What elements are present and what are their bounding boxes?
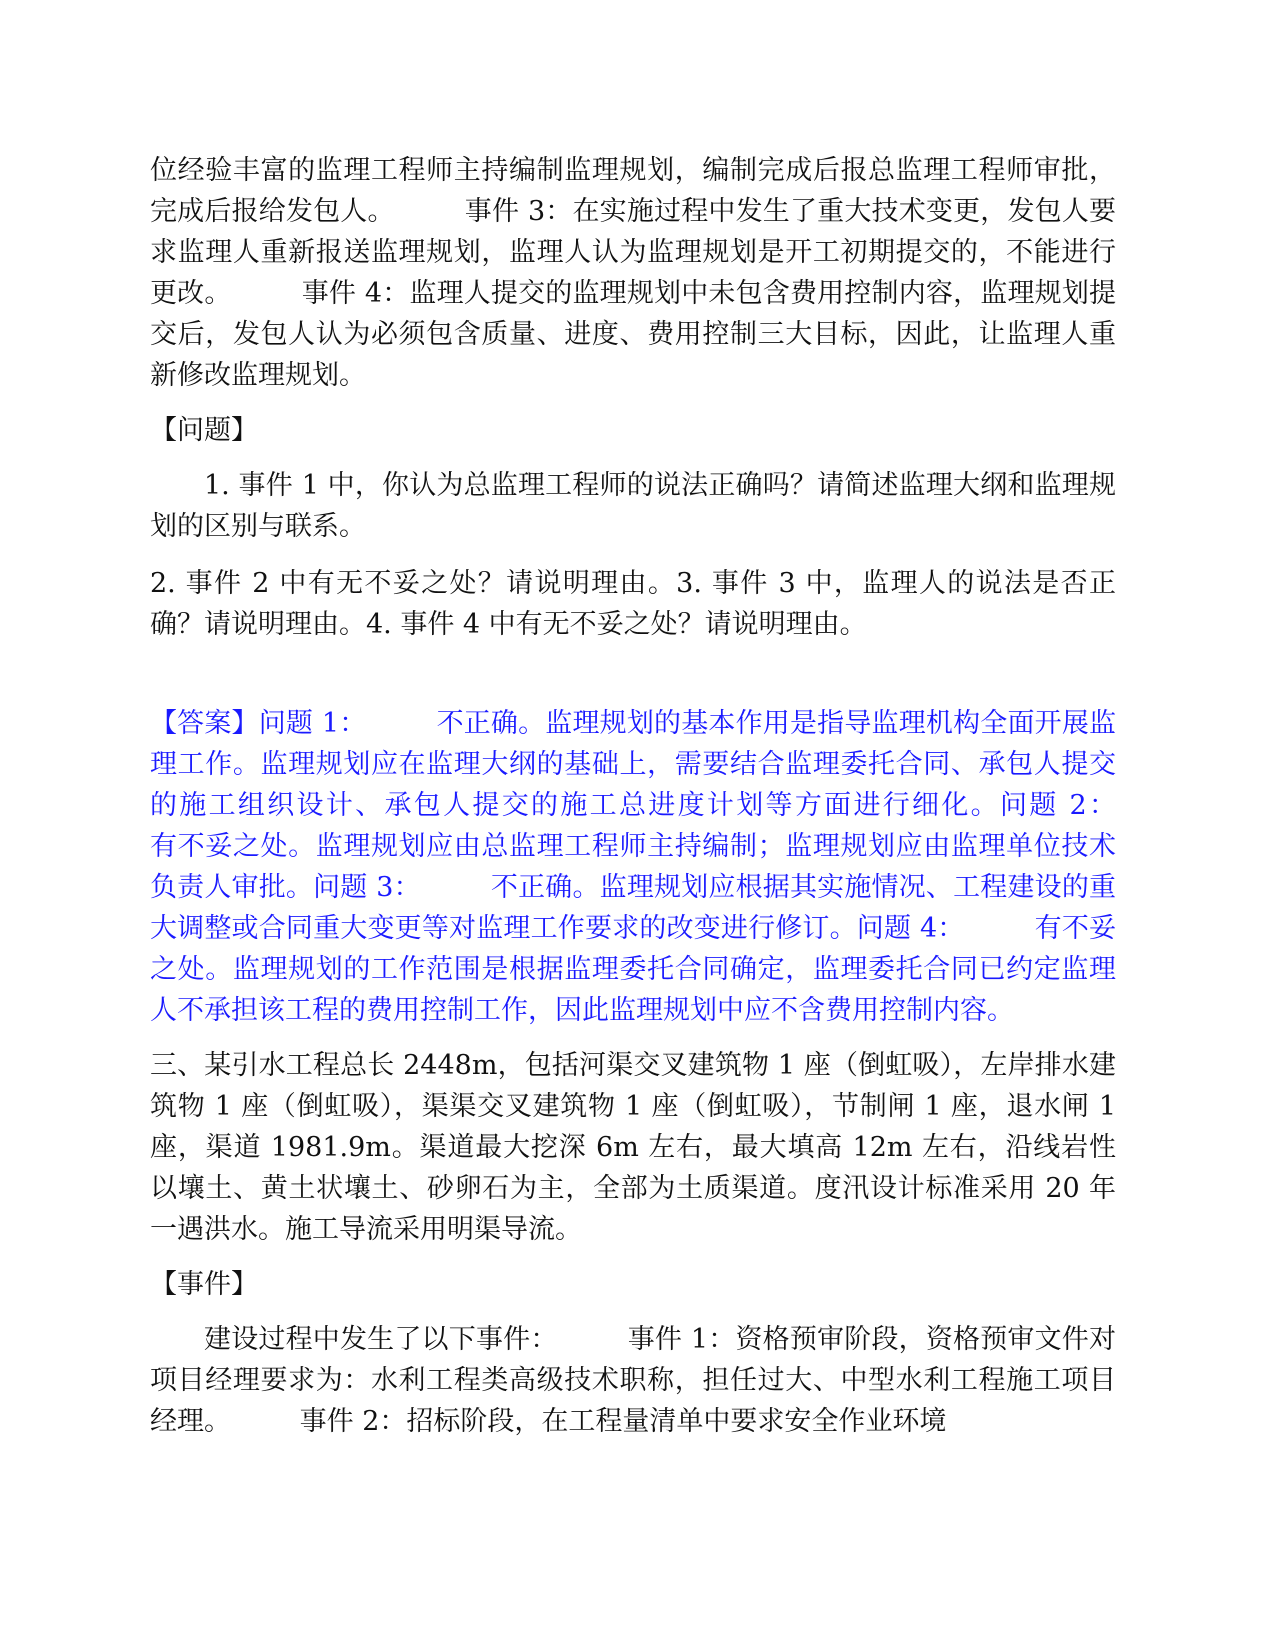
paragraph-events-continued: 位经验丰富的监理工程师主持编制监理规划，编制完成后报总监理工程师审批，完成后报给发包人。 事件 3：在实施过程中发生了重大技术变更，发包人要求监理人重新报送监理规划，监理人认为监理规划是开工初期提交的，不能进行更改。 事件 4：监理人提交的监理规划中未包含费用控制内容，监理规划提交后，发包人认为必须包含质量、进度、费用控制三大目标，因此，让监理人重新修改监理规划。: [150, 155, 1116, 391]
document-page: [150, 150, 1185, 1442]
heading-events: 【事件】: [150, 1269, 258, 1300]
events-list: 建设过程中发生了以下事件： 事件 1：资格预审阶段，资格预审文件对项目经理要求为：水利工程类高级技术职称，担任过大、中型水利工程施工项目经理。 事件 2：招标阶段，在工程量清单中要求安全作业环境: [150, 1324, 1116, 1437]
question-1: 1. 事件 1 中，你认为总监理工程师的说法正确吗？请简述监理大纲和监理规划的区别与联系。: [150, 470, 1116, 542]
heading-questions: 【问题】: [150, 415, 258, 446]
questions-2-4: 2. 事件 2 中有无不妥之处？请说明理由。3. 事件 3 中，监理人的说法是否正确？请说明理由。4. 事件 4 中有无不妥之处？请说明理由。: [150, 568, 1116, 640]
answer-block: 【答案】问题 1： 不正确。监理规划的基本作用是指导监理机构全面开展监理工作。监理规划应在监理大纲的基础上，需要结合监理委托合同、承包人提交的施工组织设计、承包人提交的施工总进度计划等方面进行细化。问题 2： 有不妥之处。监理规划应由总监理工程师主持编制；监理规划应由监理单位技术负责人审批。问题 3： 不正确。监理规划应根据其实施情况、工程建设的重大调整或合同重大变更等对监理工作要求的改变进行修订。问题 4： 有不妥之处。监理规划的工作范围是根据监理委托合同确定，监理委托合同已约定监理人不承担该工程的费用控制工作，因此监理规划中应不含费用控制内容。: [150, 708, 1185, 1026]
section-3-description: 三、某引水工程总长 2448m，包括河渠交叉建筑物 1 座（倒虹吸），左岸排水建筑物 1 座（倒虹吸），渠渠交叉建筑物 1 座（倒虹吸），节制闸 1 座，退水闸 1 座，渠道 1981.9m。渠道最大挖深 6m 左右，最大填高 12m 左右，沿线岩性以壤土、黄土状壤土、砂卵石为主，全部为土质渠道。度汛设计标准采用 20 年一遇洪水。施工导流采用明渠导流。: [150, 1050, 1125, 1245]
